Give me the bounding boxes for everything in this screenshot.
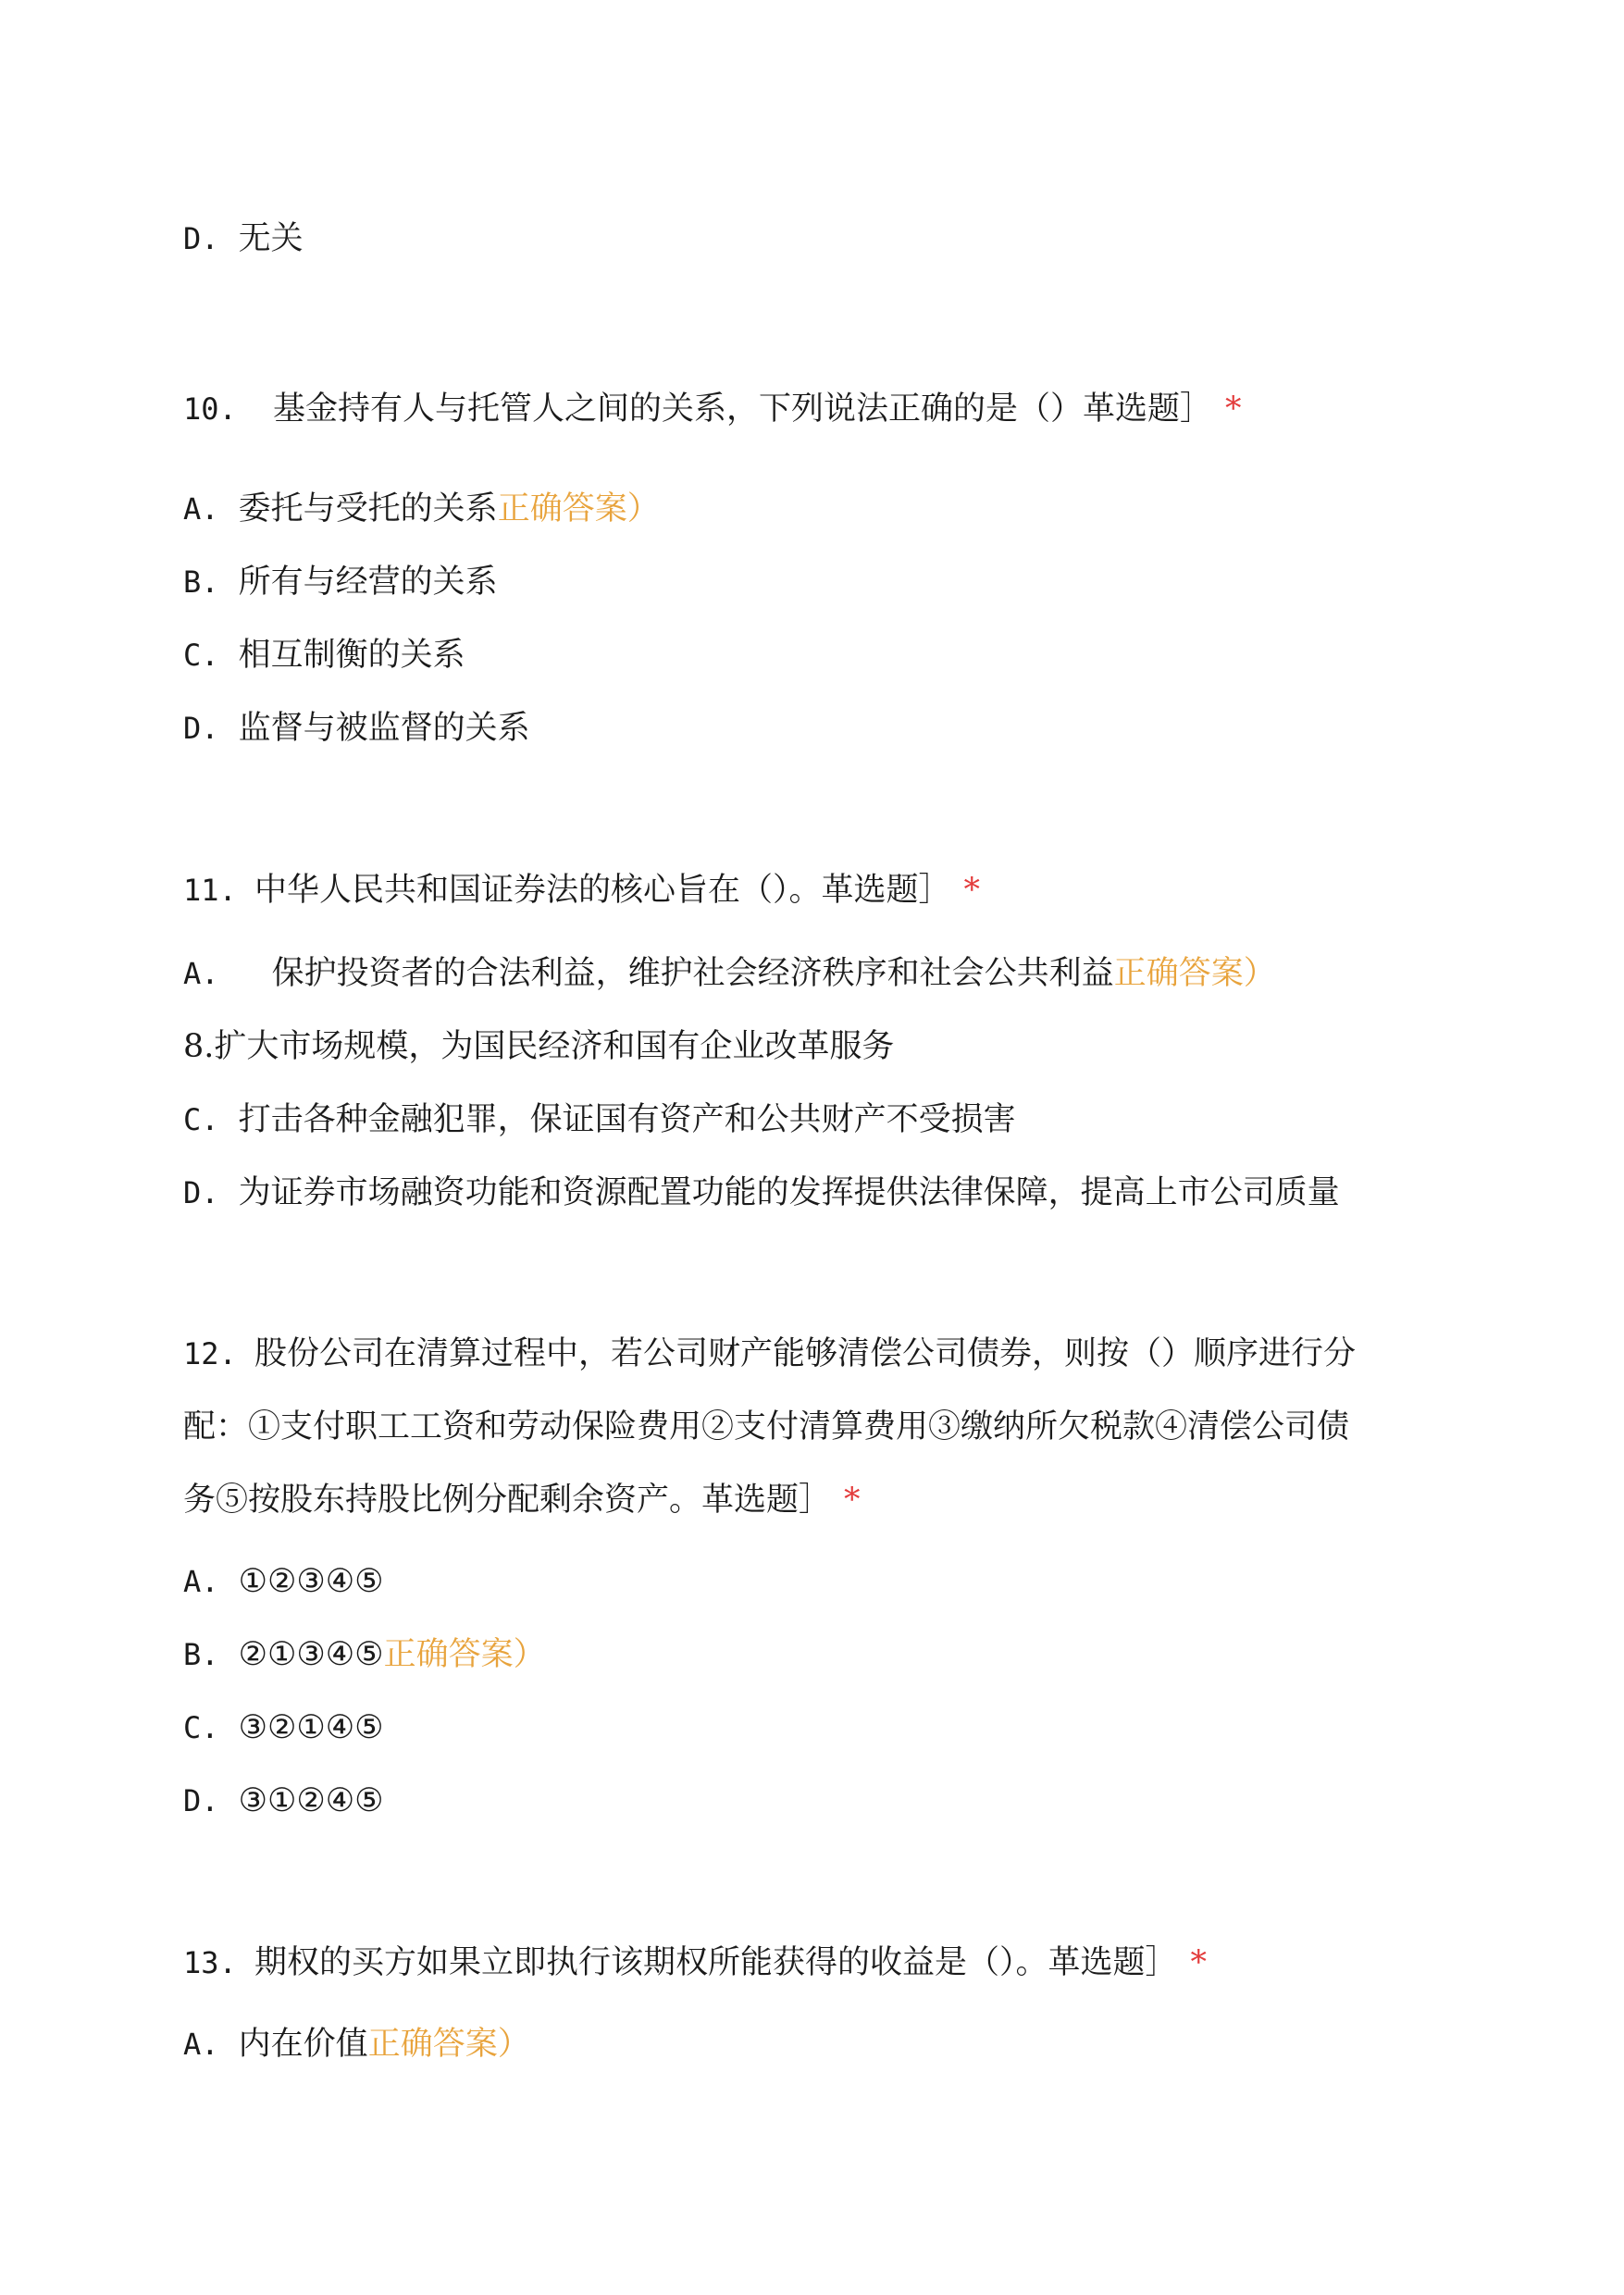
option-label: D.: [183, 711, 219, 746]
option-text: 委托与受托的关系: [238, 490, 498, 527]
option-label: D.: [183, 1175, 219, 1210]
q12-option-b: [183, 1636, 546, 1673]
option-label: A.: [183, 956, 219, 991]
question-13-title: [183, 1944, 1207, 1981]
required-mark: *: [844, 1482, 861, 1519]
option-label: A.: [183, 2027, 219, 2062]
question-number: 11.: [183, 873, 237, 908]
question-text: 中华人民共和国证券法的核心旨在（）。革选题］: [254, 872, 951, 909]
question-12-title-line-2: [183, 1408, 1349, 1445]
option-text: 扩大市场规模，为国民经济和国有企业改革服务: [214, 1028, 895, 1065]
option-d-prev: [183, 220, 304, 257]
question-11-title: [183, 872, 980, 909]
q12-option-c: [183, 1709, 384, 1746]
option-text: ①②③④⑤: [238, 1563, 384, 1600]
question-number: 12.: [183, 1336, 237, 1371]
option-label: B.: [183, 1637, 219, 1672]
required-mark: *: [1190, 1944, 1207, 1981]
correct-answer-tag: 正确答案）: [383, 1636, 546, 1673]
option-text: ②①③④⑤: [238, 1636, 384, 1673]
option-label: 8.: [183, 1028, 215, 1065]
q12-option-d: [183, 1782, 384, 1819]
option-label: A.: [183, 491, 219, 527]
required-mark: *: [963, 872, 980, 909]
q10-option-a: [183, 490, 660, 527]
q11-option-d: [183, 1174, 1340, 1211]
question-text: 配：①支付职工工资和劳动保险费用②支付清算费用③缴纳所欠税款④清偿公司债: [183, 1408, 1350, 1445]
q10-option-b: [183, 564, 498, 601]
option-label: A.: [183, 1564, 219, 1599]
option-text: 所有与经营的关系: [238, 564, 498, 601]
option-text: ③①②④⑤: [238, 1782, 384, 1819]
option-label: C.: [183, 638, 219, 673]
q11-option-b: [183, 1028, 894, 1065]
question-number: 10.: [183, 391, 237, 427]
option-label: D.: [183, 221, 219, 256]
q13-option-a: [183, 2026, 530, 2063]
q11-option-c: [183, 1101, 1016, 1138]
correct-answer-tag: 正确答案）: [1113, 955, 1276, 992]
question-12-title-line-3: [183, 1482, 861, 1519]
option-text: ③②①④⑤: [238, 1709, 384, 1746]
question-10-title: [183, 391, 1241, 428]
correct-answer-tag: 正确答案）: [497, 490, 660, 527]
q11-option-a: [183, 955, 1276, 992]
question-text: 期权的买方如果立即执行该期权所能获得的收益是（）。革选题］: [254, 1944, 1178, 1981]
option-text: 内在价值: [238, 2026, 368, 2063]
question-12-title-line-1: [183, 1335, 1356, 1372]
option-label: C.: [183, 1102, 219, 1137]
option-text: 无关: [238, 220, 304, 257]
option-text: 相互制衡的关系: [238, 637, 465, 674]
q10-option-c: [183, 637, 465, 674]
option-text: 保护投资者的合法利益，维护社会经济秩序和社会公共利益: [271, 955, 1114, 992]
question-text: 基金持有人与托管人之间的关系，下列说法正确的是（）革选题］: [272, 391, 1212, 428]
q12-option-a: [183, 1563, 384, 1600]
option-label: C.: [183, 1710, 219, 1745]
required-mark: *: [1224, 391, 1242, 428]
option-text: 监督与被监督的关系: [238, 710, 530, 747]
question-number: 13.: [183, 1945, 237, 1980]
correct-answer-tag: 正确答案）: [367, 2026, 530, 2063]
option-label: D.: [183, 1783, 219, 1818]
question-text: 务⑤按股东持股比例分配剩余资产。革选题］: [183, 1482, 832, 1519]
q10-option-d: [183, 710, 530, 747]
option-text: 打击各种金融犯罪，保证国有资产和公共财产不受损害: [238, 1101, 1016, 1138]
option-text: 为证券市场融资功能和资源配置功能的发挥提供法律保障，提高上市公司质量: [238, 1174, 1340, 1211]
question-text: 股份公司在清算过程中，若公司财产能够清偿公司债券，则按（）顺序进行分: [254, 1335, 1356, 1372]
option-label: B.: [183, 564, 219, 600]
